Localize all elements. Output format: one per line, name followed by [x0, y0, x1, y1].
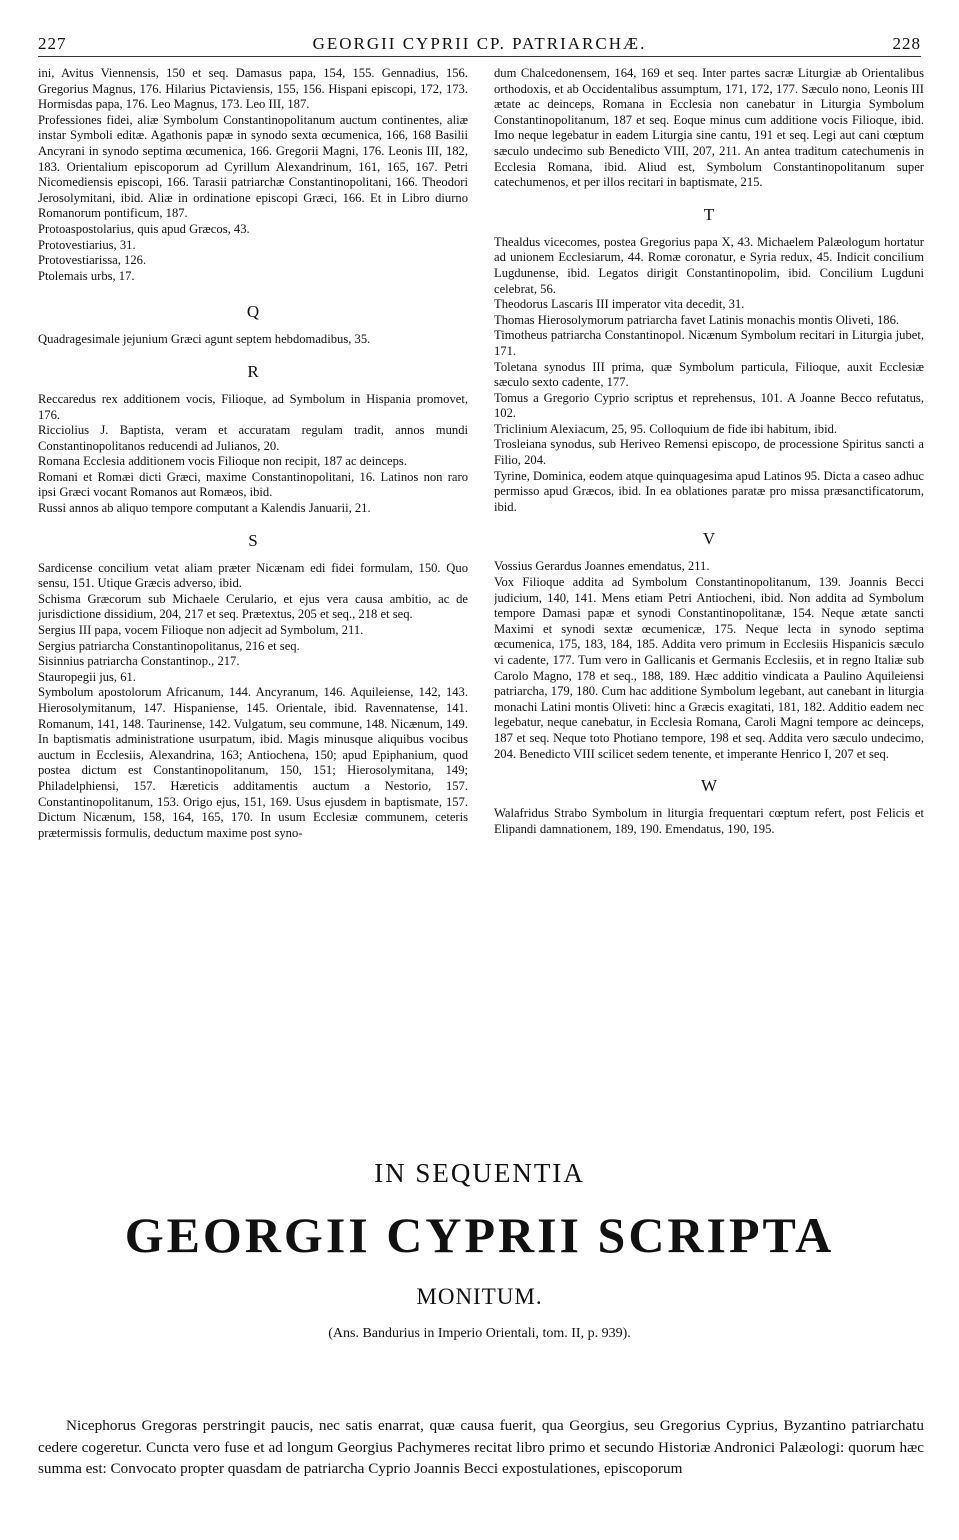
section-letter-v: V: [702, 529, 716, 549]
index-columns: [38, 66, 924, 1138]
left-column: [38, 66, 468, 1138]
index-entry: Timotheus patriarcha Constantinopol. Nicænum Symbolum recitari in Liturgia jubet, 171.: [494, 328, 924, 358]
section-subheading: MONITUM.: [416, 1284, 543, 1309]
index-entry: Theodorus Lascaris III imperator vita decedit, 31.: [494, 297, 745, 312]
section-heading-large: GEORGII CYPRII SCRIPTA: [124, 1207, 835, 1263]
index-entry: Sisinnius patriarcha Constantinop., 217.: [38, 654, 240, 669]
page-number-left: 227: [38, 34, 67, 53]
index-entry: Stauropegii jus, 61.: [38, 669, 136, 684]
running-title: GEORGII CYPRII CP. PATRIARCHÆ.: [312, 34, 647, 53]
page-header: [38, 34, 921, 57]
section-letter-w: W: [700, 776, 718, 796]
index-entry: Sergius III papa, vocem Filioque non adjecit ad Symbolum, 211.: [38, 623, 364, 638]
section-letter-t: T: [703, 204, 715, 224]
index-entry: Ricciolius J. Baptista, veram et accuratam regulam tradit, annos mundi Constantinopolitanos reducendi ad Julianos, 20.: [38, 423, 468, 453]
index-entry: Quadragesimale jejunium Græci agunt septem hebdomadibus, 35.: [38, 332, 371, 347]
section-letter-s: S: [248, 530, 258, 550]
index-entry: Tomus a Gregorio Cyprio scriptus et reprehensus, 101. A Joanne Becco refutatus, 102.: [494, 390, 924, 421]
index-entry: Schisma Græcorum sub Michaele Cerulario, et ejus vera causa ambitio, ac de jurisdictione dissidium, 204, 217 et seq. Prætextus, 205 et seq., 218 et seq.: [38, 591, 468, 622]
index-entry: Romana Ecclesia additionem vocis Filioque non recipit, 187 ac deinceps.: [38, 454, 407, 469]
section-letter-q: Q: [246, 302, 260, 322]
index-entry: Ptolemais urbs, 17.: [38, 268, 135, 283]
index-entry: Protovestiarius, 31.: [38, 237, 136, 252]
index-entry: Walafridus Strabo Symbolum in liturgia frequentari cœptum refert, post Felicis et Elipandi damnationem, 189, 190. Emendatus, 190, 195.: [494, 806, 924, 836]
index-entry: Toletana synodus III prima, quæ Symbolum particula, Filioque, auxit Ecclesiæ sæculo sexto cadente, 177.: [494, 359, 924, 390]
index-entry: Sergius patriarcha Constantinopolitanus, 216 et seq.: [38, 638, 300, 653]
index-entry: Professiones fidei, aliæ Symbolum Constantinopolitanum auctum continentes, aliæ instar Symboli editæ. Agathonis papæ in synodo sexta œcumenica, 166, 168 Basilii Ancyrani in synodo septima œcumenica, 166. Gregorii Magni, 176. Leonis III, 182, 183. Orientalium episcoporum ad Cyrillum Alexandrinum, 161, 165, 167. Petri Nicomediensis episcopi, 166. Tarasii patriarchæ Constantinopolitani, 166. Theodori Jerosolymitani, ibid. Aliæ in ordinatione episcopi Græci, 166. Et in Libro diurno Romanorum pontificum, 187.: [38, 112, 468, 221]
index-entry: Reccaredus rex additionem vocis, Filioque, ad Symbolum in Hispania promovet, 176.: [38, 391, 468, 422]
citation: (Ans. Bandurius in Imperio Orientali, tom. II, p. 939).: [328, 1326, 631, 1341]
index-entry: Vossius Gerardus Joannes emendatus, 211.: [494, 559, 710, 574]
index-entry: Triclinium Alexiacum, 25, 95. Colloquium de fide ibi habitum, ibid.: [494, 421, 838, 436]
index-entry: Symbolum apostolorum Africanum, 144. Ancyranum, 146. Aquileiense, 142, 143. Hierosolymitanum, 147. Hispaniense, 145. Orientale, ibid. Ravennatense, 141. Romanum, 141, 148. Taurinense, 142. Vulgatum, seu commune, 148. Nicænum, 149. In baptismatis administratione usurpatum, ibid. Magis minusque aliquibus vocibus auctum in Ecclesiis, Alexandrina, 163; Antiochena, 150; apud Epiphanium, quod postea dictum est Constantinopolitanum, 150, 151; Hierosolymitana, 149; Philadelphiensi, 157. Hæreticis additamentis auctum a Nestorio, 157. Constantinopolitanum, 153. Origo ejus, 151, 169. Usus ejusdem in baptismate, 157. Dictum Nicænum, 158, 164, 165, 170. In usum Ecclesiæ communem, ceteris prætermissis formulis, deductum maxime post syno-: [38, 685, 468, 840]
body-paragraph: Nicephorus Gregoras perstringit paucis, nec satis enarrat, quæ causa fuerit, qua Georgius, seu Gregorius Cyprius, Byzantino patriarchatu cedere cogeretur. Cuncta vero fuse et ad longum Georgius Pachymeres recitat libro primo et secundo Historiæ Andronici Palæologi: quorum hæc summa est: Convocato propter quasdam de patriarcha Cyprio Joannis Becci expostulationes, episcoporum: [38, 1417, 924, 1478]
index-entry: ini, Avitus Viennensis, 150 et seq. Damasus papa, 154, 155. Gennadius, 156. Gregorius Magnus, 176. Hilarius Pictaviensis, 155, 156. Hispani episcopi, 172, 173. Hormisdas papa, 176. Leo Magnus, 173. Leo III, 187.: [38, 66, 468, 112]
index-entry: Romani et Romæi dicti Græci, maxime Constantinopolitani, 16. Latinos non raro ipsi Græci vocant Romanos aut Romæos, ibid.: [38, 469, 468, 500]
index-entry: Sardicense concilium vetat aliam præter Nicænam edi fidei formulam, 150. Quo sensu, 151. Utique Græcis adverso, ibid.: [38, 560, 468, 591]
index-entry: Tyrine, Dominica, eodem atque quinquagesima apud Latinos 95. Dicta a caseo adhuc permisso apud Græcos, ibid. In ea oblationes paratæ pro missa præsanctificatorum, ibid.: [494, 468, 924, 514]
index-entry: dum Chalcedonensem, 164, 169 et seq. Inter partes sacræ Liturgiæ ab Orientalibus orthodoxis, et ab Occidentalibus assumptum, 171, 172, 177. Sæculo nono, Leonis III ætate ac deinceps, Romana in Ecclesia non canebatur in Liturgia Symbolum Constantinopolitanum, 187 et seq. Eoque minus cum additione vocis Filioque, ibid. Imo neque legebatur in eadem Liturgia sine cantu, 191 et seq. Legi aut cani cœptum sæculo undecimo sub Benedicto VIII, 207, 211. An antea traditum catechumenis in Ecclesia Romana, ibid. Aliud est, Symbolum Constantinopolitanum super catechumenos, et per illos recitari in baptismate, 215.: [494, 66, 924, 190]
section-letter-r: R: [247, 361, 259, 381]
page-number-right: 228: [892, 34, 921, 53]
index-entry: Protoaspostolarius, quis apud Græcos, 43.: [38, 221, 250, 236]
index-entry: Thomas Hierosolymorum patriarcha favet Latinis monachis montis Oliveti, 186.: [494, 312, 900, 327]
section-heading-small: IN SEQUENTIA: [374, 1158, 585, 1188]
index-entry: Trosleiana synodus, sub Heriveo Remensi episcopo, de processione Spiritus sancti a Filio, 204.: [494, 437, 924, 468]
index-entry: Thealdus vicecomes, postea Gregorius papa X, 43. Michaelem Palæologum hortatur ad unionem Ecclesiarum, 44. Romæ coronatur, e Syria redux, 45. Indicit concilium Lugdunense, ibid. Legatos dirigit Constantinopolim, ibid. Concilium Lugduni celebrat, 56.: [494, 234, 924, 296]
index-entry: Russi annos ab aliquo tempore computant a Kalendis Januarii, 21.: [38, 501, 371, 516]
index-entry: Vox Filioque addita ad Symbolum Constantinopolitanum, 139. Joannis Becci judicium, 140, 141. Mens etiam Petri Antiocheni, ibid. Non addita ad Symbolum tempore Damasi papæ et synodi Constantinopolitanæ, 154. Neque ætate sancti Maximi et synodi sextæ œcumenicæ, 175. Neque lecta in synodo septima œcumenica, 175, 183, 184, 185. Addita vero primum in Ecclesiis Hispanicis sæculo vi cadente, 177. Tum vero in Gallicanis et Germanis Ecclesiis, et in regno Italiæ sub Carolo Magno, 178 et seq., 188, 189. Hæc additio vindicata a Paulino Aquileiensi patriarcha, 179, 180. Cum hac additione Symbolum legebant, aut canebant in liturgia monachi Latini montis Oliveti: hinc a Græcis exagitati, 181, 182. Additio eadem nec legebatur, neque canebatur, in Ecclesia Romana, Caroli Magni tempore ac deinceps, 187 et seq. Neque toto Photiano tempore, 198 et seq. Addita vero sæculo undecimo, 204. Benedicto VIII scilicet sedem tenente, et imperante Henrico I, 207 et seq.: [494, 575, 924, 761]
right-column: [494, 66, 924, 1138]
index-entry: Protovestiarissa, 126.: [38, 253, 147, 268]
